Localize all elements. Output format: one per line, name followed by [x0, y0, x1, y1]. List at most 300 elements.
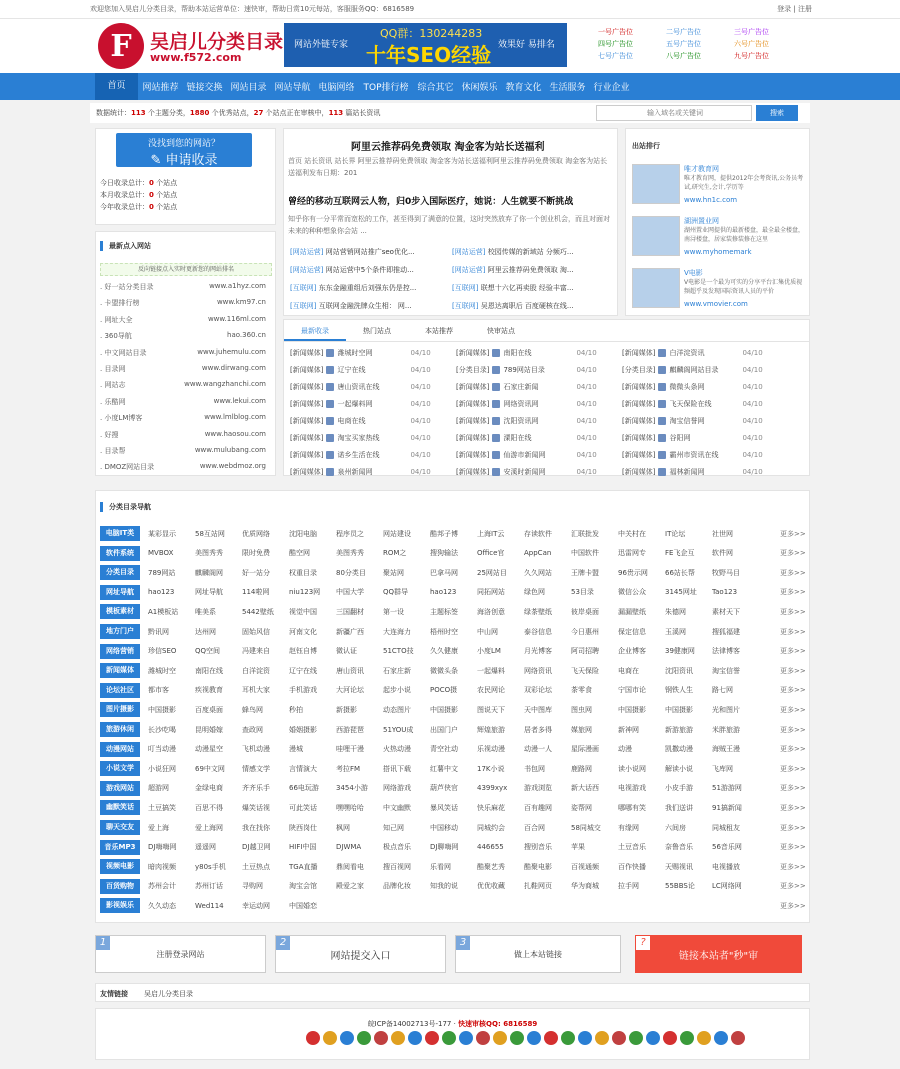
category-link[interactable]: 新大话西 — [571, 784, 599, 793]
category-label[interactable]: 新闻媒体 — [100, 663, 140, 678]
category-link[interactable]: 爱上海网 — [195, 823, 223, 832]
category-link[interactable]: 牧野马目 — [712, 568, 740, 577]
category-link[interactable]: 漏漏壁纸 — [618, 607, 646, 616]
category-link[interactable]: 保定信息 — [618, 627, 646, 636]
category-link[interactable]: 月光博客 — [524, 647, 552, 656]
category-link[interactable]: 鹿路网 — [571, 764, 592, 773]
list-item[interactable] — [100, 298, 266, 308]
category-link[interactable]: 情感文学 — [242, 764, 270, 773]
category-link[interactable]: 幸运动网 — [242, 901, 270, 910]
category-link[interactable]: POCO摄 — [430, 686, 458, 695]
certification-badge-icon[interactable] — [459, 1031, 473, 1045]
more-link[interactable]: 更多>> — [780, 666, 806, 675]
category-link[interactable]: 三国翻材 — [336, 607, 364, 616]
nav-item-10[interactable]: 生活服务 — [549, 83, 586, 93]
category-link[interactable]: 69中文网 — [195, 764, 225, 773]
ranking-item[interactable] — [632, 268, 806, 314]
step-2[interactable] — [275, 935, 446, 973]
category-label[interactable]: 游戏网站 — [100, 781, 140, 796]
category-link[interactable]: 麒麟阁网 — [195, 568, 223, 577]
category-label[interactable]: 旅游休闲 — [100, 722, 140, 737]
category-link[interactable]: 潍城时空 — [148, 666, 176, 675]
category-link[interactable]: 解读小说 — [665, 764, 693, 773]
more-link[interactable]: 更多>> — [780, 882, 806, 891]
more-link[interactable]: 更多>> — [780, 529, 806, 538]
more-link[interactable]: 更多>> — [780, 745, 806, 754]
category-link[interactable]: 嘿嘿哈哈 — [336, 803, 364, 812]
category-link[interactable]: 3145网址 — [665, 588, 697, 597]
category-label[interactable]: 图片摄影 — [100, 702, 140, 717]
category-link[interactable]: 飞机动漫 — [242, 745, 270, 754]
more-link[interactable]: 更多>> — [780, 705, 806, 714]
category-link[interactable]: 钢铁人生 — [665, 686, 693, 695]
news-link-item[interactable] — [290, 247, 446, 257]
category-link[interactable]: 66电玩游 — [289, 784, 319, 793]
category-link[interactable]: 海贼王漫 — [712, 745, 740, 754]
news-link-item[interactable] — [290, 265, 446, 275]
category-link[interactable]: 56音乐网 — [712, 843, 742, 852]
list-item[interactable] — [100, 364, 266, 374]
listing-cell[interactable] — [456, 399, 597, 409]
certification-badge-icon[interactable] — [680, 1031, 694, 1045]
listing-cell[interactable] — [290, 365, 431, 375]
listing-cell[interactable] — [456, 365, 597, 375]
category-link[interactable]: 疾视教育 — [195, 686, 223, 695]
category-link[interactable]: 小皮手游 — [665, 784, 693, 793]
nav-item-3[interactable]: 网站目录 — [230, 83, 267, 93]
category-link[interactable]: 南阳在线 — [195, 666, 223, 675]
category-link[interactable]: 53目录 — [571, 588, 594, 597]
category-link[interactable]: 789网站 — [148, 568, 176, 577]
category-label[interactable]: 影视娱乐 — [100, 898, 140, 913]
category-link[interactable]: 考拉FM — [336, 764, 361, 773]
category-link[interactable]: 主题标签 — [430, 607, 458, 616]
certification-badge-icon[interactable] — [714, 1031, 728, 1045]
category-link[interactable]: 51CTO技 — [383, 647, 414, 656]
category-link[interactable]: 动漫一人 — [524, 745, 552, 754]
listing-cell[interactable] — [622, 365, 763, 375]
more-link[interactable]: 更多>> — [780, 627, 806, 636]
category-link[interactable]: 玉溪网 — [665, 627, 686, 636]
category-link[interactable]: 赵钰自博 — [289, 647, 317, 656]
apply-submit-button[interactable] — [116, 133, 252, 167]
category-link[interactable]: 游戏浏览 — [524, 784, 552, 793]
category-link[interactable]: 96贵示网 — [618, 568, 648, 577]
category-link[interactable]: 久久网站 — [524, 568, 552, 577]
category-link[interactable]: 都市客 — [148, 686, 169, 695]
category-link[interactable]: TGA直播 — [289, 862, 318, 871]
category-link[interactable]: 奈鲁音乐 — [665, 843, 693, 852]
ad-slot-2[interactable]: 二号广告位 — [666, 28, 701, 36]
category-link[interactable]: 绿色网 — [524, 588, 545, 597]
category-link[interactable]: 枫网 — [336, 823, 350, 832]
nav-item-9[interactable]: 教育文化 — [505, 83, 542, 93]
certification-badge-icon[interactable] — [646, 1031, 660, 1045]
category-link[interactable]: 企业博客 — [618, 647, 646, 656]
listing-cell[interactable] — [622, 416, 763, 426]
category-link[interactable]: 同城租友 — [712, 823, 740, 832]
category-link[interactable]: 好一站分 — [242, 568, 270, 577]
category-link[interactable]: 17K小说 — [477, 764, 505, 773]
category-link[interactable]: 我们送讲 — [665, 803, 693, 812]
category-link[interactable]: 4399xyx — [477, 784, 508, 793]
certification-badge-icon[interactable] — [493, 1031, 507, 1045]
category-link[interactable]: 漫城 — [289, 745, 303, 754]
listing-cell[interactable] — [290, 382, 431, 392]
category-link[interactable]: 美图秀秀 — [195, 549, 223, 558]
category-link[interactable]: 金绿电商 — [195, 784, 223, 793]
category-link[interactable]: 极点音乐 — [383, 843, 411, 852]
category-link[interactable]: 固始风信 — [242, 627, 270, 636]
category-link[interactable]: 书包网 — [524, 764, 545, 773]
category-link[interactable]: 光和图片 — [712, 705, 740, 714]
category-link[interactable]: 白洋淀资 — [242, 666, 270, 675]
more-link[interactable]: 更多>> — [780, 843, 806, 852]
category-label[interactable]: 模板素材 — [100, 604, 140, 619]
category-link[interactable]: 耳机大家 — [242, 686, 270, 695]
category-link[interactable]: 蜂鸟网 — [242, 705, 263, 714]
category-link[interactable]: 中国摄影 — [148, 705, 176, 714]
category-link[interactable]: 39健康网 — [665, 647, 695, 656]
category-link[interactable]: 读小说网 — [618, 764, 646, 773]
listing-cell[interactable] — [456, 467, 597, 477]
category-label[interactable]: 网址导航 — [100, 585, 140, 600]
category-link[interactable]: 图说天下 — [477, 705, 505, 714]
register-link[interactable]: 注册 — [798, 5, 812, 13]
ad-slot-3[interactable]: 三号广告位 — [734, 28, 769, 36]
category-link[interactable]: 暗肉视频 — [148, 862, 176, 871]
category-link[interactable]: 权重目录 — [289, 568, 317, 577]
category-link[interactable]: 海洛创意 — [477, 607, 505, 616]
ranking-item[interactable] — [632, 216, 806, 262]
certification-badge-icon[interactable] — [595, 1031, 609, 1045]
category-link[interactable]: DJWMA — [336, 843, 362, 852]
nav-item-6[interactable]: TOP排行榜 — [363, 83, 409, 93]
category-link[interactable]: 叮当动漫 — [148, 745, 176, 754]
news-link-item[interactable] — [452, 301, 608, 311]
category-link[interactable]: 网络游戏 — [383, 784, 411, 793]
category-link[interactable]: 电商在 — [618, 666, 639, 675]
category-link[interactable]: AppCan — [524, 549, 552, 558]
category-link[interactable]: 电视播放 — [712, 862, 740, 871]
listing-cell[interactable] — [622, 467, 763, 477]
category-link[interactable]: 百思不得 — [195, 803, 223, 812]
category-link[interactable]: 阿司招聘 — [571, 647, 599, 656]
category-link[interactable]: 珍信SEO — [148, 647, 177, 656]
certification-badge-icon[interactable] — [408, 1031, 422, 1045]
category-link[interactable]: 酷聚艺秀 — [477, 862, 505, 871]
nav-item-0[interactable]: 首页 — [95, 73, 138, 100]
tab-2[interactable]: 本站推荐 — [425, 327, 453, 335]
category-link[interactable]: 55BBS论 — [665, 882, 695, 891]
category-link[interactable]: FE飞企互 — [665, 549, 695, 558]
more-link[interactable]: 更多>> — [780, 862, 806, 871]
login-link[interactable]: 登录 — [777, 5, 792, 13]
category-link[interactable]: 汇联批发 — [571, 529, 599, 538]
category-link[interactable]: 上海IT云 — [477, 529, 505, 538]
ranking-item[interactable] — [632, 164, 806, 210]
category-link[interactable]: 路七网 — [712, 686, 733, 695]
category-link[interactable]: 网址导航 — [195, 588, 223, 597]
tab-0[interactable]: 最新收录 — [284, 320, 346, 341]
category-label[interactable]: 百货购物 — [100, 879, 140, 894]
category-link[interactable]: 苏州订话 — [195, 882, 223, 891]
category-link[interactable]: 土豆热点 — [242, 862, 270, 871]
list-item[interactable] — [100, 446, 266, 456]
category-link[interactable]: 446655 — [477, 843, 504, 852]
category-link[interactable]: A1模板站 — [148, 607, 179, 616]
category-link[interactable]: DJ嗨嗨网 — [148, 843, 177, 852]
list-item[interactable] — [100, 397, 266, 407]
category-link[interactable]: 百有趣网 — [524, 803, 552, 812]
category-link[interactable]: 凯撒动漫 — [665, 745, 693, 754]
category-link[interactable]: 酷聚电影 — [524, 862, 552, 871]
listing-cell[interactable] — [290, 467, 431, 477]
category-link[interactable]: 美图秀秀 — [336, 549, 364, 558]
category-link[interactable]: 中国移动 — [430, 823, 458, 832]
more-link[interactable]: 更多>> — [780, 686, 806, 695]
category-link[interactable]: 寻购网 — [242, 882, 263, 891]
category-link[interactable]: 石家庄新 — [383, 666, 411, 675]
category-link[interactable]: 拉手网 — [618, 882, 639, 891]
category-link[interactable]: 58互站网 — [195, 529, 225, 538]
category-link[interactable]: 114啦网 — [242, 588, 270, 597]
category-label[interactable]: 聊天交友 — [100, 820, 140, 835]
category-link[interactable]: 淘宝信誉 — [712, 666, 740, 675]
news-link-item[interactable] — [290, 301, 446, 311]
listing-cell[interactable] — [290, 416, 431, 426]
category-link[interactable]: Tao123 — [712, 588, 738, 597]
category-link[interactable]: 大河论坛 — [336, 686, 364, 695]
ad-slot-1[interactable]: 一号广告位 — [598, 28, 633, 36]
category-link[interactable]: 91搞新闻 — [712, 803, 742, 812]
category-link[interactable]: 限时免费 — [242, 549, 270, 558]
category-link[interactable]: 陕西岗仕 — [289, 823, 317, 832]
nav-item-7[interactable]: 综合其它 — [417, 83, 454, 93]
category-link[interactable]: 久久健康 — [430, 647, 458, 656]
news-link-item[interactable] — [452, 247, 608, 257]
listing-cell[interactable] — [290, 433, 431, 443]
category-link[interactable]: LC网络网 — [712, 882, 742, 891]
category-link[interactable]: 媒旅网 — [571, 725, 592, 734]
category-link[interactable]: 齐齐乐手 — [242, 784, 270, 793]
category-link[interactable]: 知己网 — [383, 823, 404, 832]
certification-badge-icon[interactable] — [561, 1031, 575, 1045]
category-link[interactable]: 搜狗输法 — [430, 549, 458, 558]
more-link[interactable]: 更多>> — [780, 784, 806, 793]
category-link[interactable]: 5442壁纸 — [242, 607, 274, 616]
category-link[interactable]: 中国摄影 — [430, 705, 458, 714]
category-link[interactable]: 扎鞋网页 — [524, 882, 552, 891]
category-link[interactable]: 居者多得 — [524, 725, 552, 734]
category-link[interactable]: 中关村在 — [618, 529, 646, 538]
category-link[interactable]: 苹果 — [571, 843, 585, 852]
category-link[interactable]: 58同城交 — [571, 823, 601, 832]
step-1[interactable] — [95, 935, 266, 973]
category-link[interactable]: 苏州会计 — [148, 882, 176, 891]
certification-badge-icon[interactable] — [323, 1031, 337, 1045]
category-link[interactable]: HIFI中国 — [289, 843, 317, 852]
step-4[interactable] — [635, 935, 802, 973]
listing-cell[interactable] — [290, 450, 431, 460]
nav-item-4[interactable]: 网站导航 — [274, 83, 311, 93]
list-item[interactable] — [100, 315, 266, 325]
certification-badge-icon[interactable] — [476, 1031, 490, 1045]
category-link[interactable]: 青空社动 — [430, 745, 458, 754]
category-link[interactable]: 聚站网 — [383, 568, 404, 577]
category-link[interactable]: 知我的说 — [430, 882, 458, 891]
news-headline-2[interactable]: 曾经的移动互联网云人物，归0步入国际医疗，她说：人生就要不断挑战 — [288, 197, 574, 207]
category-link[interactable]: hao123 — [148, 588, 175, 597]
category-link[interactable]: 图虫网 — [571, 705, 592, 714]
step-3[interactable] — [455, 935, 621, 973]
listing-cell[interactable] — [622, 382, 763, 392]
friend-link-item[interactable]: 吴启儿分类目录 — [144, 990, 193, 998]
category-link[interactable]: Office官 — [477, 549, 505, 558]
more-link[interactable]: 更多>> — [780, 725, 806, 734]
more-link[interactable]: 更多>> — [780, 901, 806, 910]
more-link[interactable]: 更多>> — [780, 549, 806, 558]
category-link[interactable]: 中国摄影 — [618, 705, 646, 714]
category-link[interactable]: 网站建设 — [383, 529, 411, 538]
more-link[interactable]: 更多>> — [780, 764, 806, 773]
listing-cell[interactable] — [622, 348, 763, 358]
category-link[interactable]: DJ越卫网 — [242, 843, 271, 852]
category-link[interactable]: 搜别音乐 — [524, 843, 552, 852]
category-link[interactable]: 百度桌面 — [195, 705, 223, 714]
more-link[interactable]: 更多>> — [780, 568, 806, 577]
category-link[interactable]: 爱上海 — [148, 823, 169, 832]
category-link[interactable]: 秒拍 — [289, 705, 303, 714]
news-link-item[interactable] — [290, 283, 446, 293]
category-link[interactable]: 双彩论坛 — [524, 686, 552, 695]
category-link[interactable]: 80分类目 — [336, 568, 366, 577]
category-link[interactable]: 新摄影 — [336, 705, 357, 714]
news-link-item[interactable] — [452, 265, 608, 275]
category-link[interactable]: IT论坛 — [665, 529, 686, 538]
category-link[interactable]: 中国大学 — [336, 588, 364, 597]
category-label[interactable]: 幽默笑话 — [100, 800, 140, 815]
nav-item-11[interactable]: 行业企业 — [593, 83, 630, 93]
certification-badge-icon[interactable] — [612, 1031, 626, 1045]
category-link[interactable]: 素材天下 — [712, 607, 740, 616]
category-link[interactable]: 辉煌旅游 — [477, 725, 505, 734]
category-link[interactable]: 华为商城 — [571, 882, 599, 891]
category-link[interactable]: 视觉中国 — [289, 607, 317, 616]
certification-badge-icon[interactable] — [629, 1031, 643, 1045]
category-link[interactable]: 51YOU成 — [383, 725, 414, 734]
listing-cell[interactable] — [290, 348, 431, 358]
category-link[interactable]: 飞天保险 — [571, 666, 599, 675]
category-link[interactable]: 微微头条 — [430, 666, 458, 675]
category-link[interactable]: QQ群导 — [383, 588, 409, 597]
ad-slot-9[interactable]: 九号广告位 — [734, 52, 769, 60]
category-link[interactable]: 酷空网 — [289, 549, 310, 558]
category-link[interactable]: 西游琵琶 — [336, 725, 364, 734]
category-link[interactable]: DJ聊嗨网 — [430, 843, 459, 852]
category-link[interactable]: 大连海力 — [383, 627, 411, 636]
nav-item-5[interactable]: 电脑网络 — [318, 83, 355, 93]
category-link[interactable]: 动态图片 — [383, 705, 411, 714]
category-link[interactable]: 出国门户 — [430, 725, 458, 734]
certification-badge-icon[interactable] — [442, 1031, 456, 1045]
category-link[interactable]: 某彩显示 — [148, 529, 176, 538]
category-link[interactable]: 软件网 — [712, 549, 733, 558]
seo-banner[interactable] — [284, 23, 567, 67]
category-link[interactable]: 百作快播 — [618, 862, 646, 871]
more-link[interactable]: 更多>> — [780, 823, 806, 832]
category-link[interactable]: 姿帮网 — [571, 803, 592, 812]
category-link[interactable]: 昆明婚嫁 — [195, 725, 223, 734]
category-link[interactable]: 查政网 — [242, 725, 263, 734]
category-label[interactable]: 网络营销 — [100, 644, 140, 659]
category-link[interactable]: ROM之 — [383, 549, 407, 558]
category-link[interactable]: 今日惠州 — [571, 627, 599, 636]
certification-badge-icon[interactable] — [544, 1031, 558, 1045]
certification-badge-icon[interactable] — [663, 1031, 677, 1045]
news-link-item[interactable] — [452, 283, 608, 293]
category-link[interactable]: 存读软件 — [524, 529, 552, 538]
category-link[interactable]: 淘宝会馆 — [289, 882, 317, 891]
category-link[interactable]: 土豆搞笑 — [148, 803, 176, 812]
category-link[interactable]: 中国婚恋 — [289, 901, 317, 910]
nav-item-8[interactable]: 休闲娱乐 — [461, 83, 498, 93]
category-link[interactable]: 火热动漫 — [383, 745, 411, 754]
category-link[interactable]: 同城约会 — [477, 823, 505, 832]
category-link[interactable]: 米胖旅游 — [712, 725, 740, 734]
category-link[interactable]: 手机游戏 — [289, 686, 317, 695]
category-link[interactable]: 宁国市论 — [618, 686, 646, 695]
category-link[interactable]: niu123网 — [289, 588, 321, 597]
category-link[interactable]: 同拓网站 — [477, 588, 505, 597]
category-link[interactable]: QQ空间 — [195, 647, 221, 656]
certification-badge-icon[interactable] — [578, 1031, 592, 1045]
category-label[interactable]: 小说文学 — [100, 761, 140, 776]
category-link[interactable]: 搜百视网 — [383, 862, 411, 871]
category-link[interactable]: 51游游网 — [712, 784, 742, 793]
category-link[interactable]: 微信公众 — [618, 588, 646, 597]
category-link[interactable]: 网络资讯 — [524, 666, 552, 675]
category-link[interactable]: 王牌卡盟 — [571, 568, 599, 577]
certification-badge-icon[interactable] — [510, 1031, 524, 1045]
certification-badge-icon[interactable] — [357, 1031, 371, 1045]
category-link[interactable]: 河南文化 — [289, 627, 317, 636]
category-link[interactable]: 天赐视讯 — [665, 862, 693, 871]
nav-item-2[interactable]: 链接交换 — [186, 83, 223, 93]
category-link[interactable]: 社世网 — [712, 529, 733, 538]
nav-item-1[interactable]: 网站推荐 — [142, 83, 179, 93]
category-label[interactable]: 论坛社区 — [100, 683, 140, 698]
category-link[interactable]: 法律博客 — [712, 647, 740, 656]
more-link[interactable]: 更多>> — [780, 803, 806, 812]
category-link[interactable]: 快乐麻花 — [477, 803, 505, 812]
category-label[interactable]: 地方门户 — [100, 624, 140, 639]
category-link[interactable]: 哪哪有笑 — [618, 803, 646, 812]
category-link[interactable]: 巴拿马网 — [430, 568, 458, 577]
category-link[interactable]: 绿茶壁纸 — [524, 607, 552, 616]
category-link[interactable]: 我在找你 — [242, 823, 270, 832]
category-link[interactable]: 一起爆料 — [477, 666, 505, 675]
tab-1[interactable]: 热门站点 — [363, 327, 391, 335]
more-link[interactable]: 更多>> — [780, 647, 806, 656]
category-link[interactable]: 有缘网 — [618, 823, 639, 832]
category-link[interactable]: 达州网 — [195, 627, 216, 636]
list-item[interactable] — [100, 430, 266, 440]
certification-badge-icon[interactable] — [391, 1031, 405, 1045]
certification-badge-icon[interactable] — [340, 1031, 354, 1045]
category-label[interactable]: 软件系统 — [100, 546, 140, 561]
category-link[interactable]: 酷邦子博 — [430, 529, 458, 538]
